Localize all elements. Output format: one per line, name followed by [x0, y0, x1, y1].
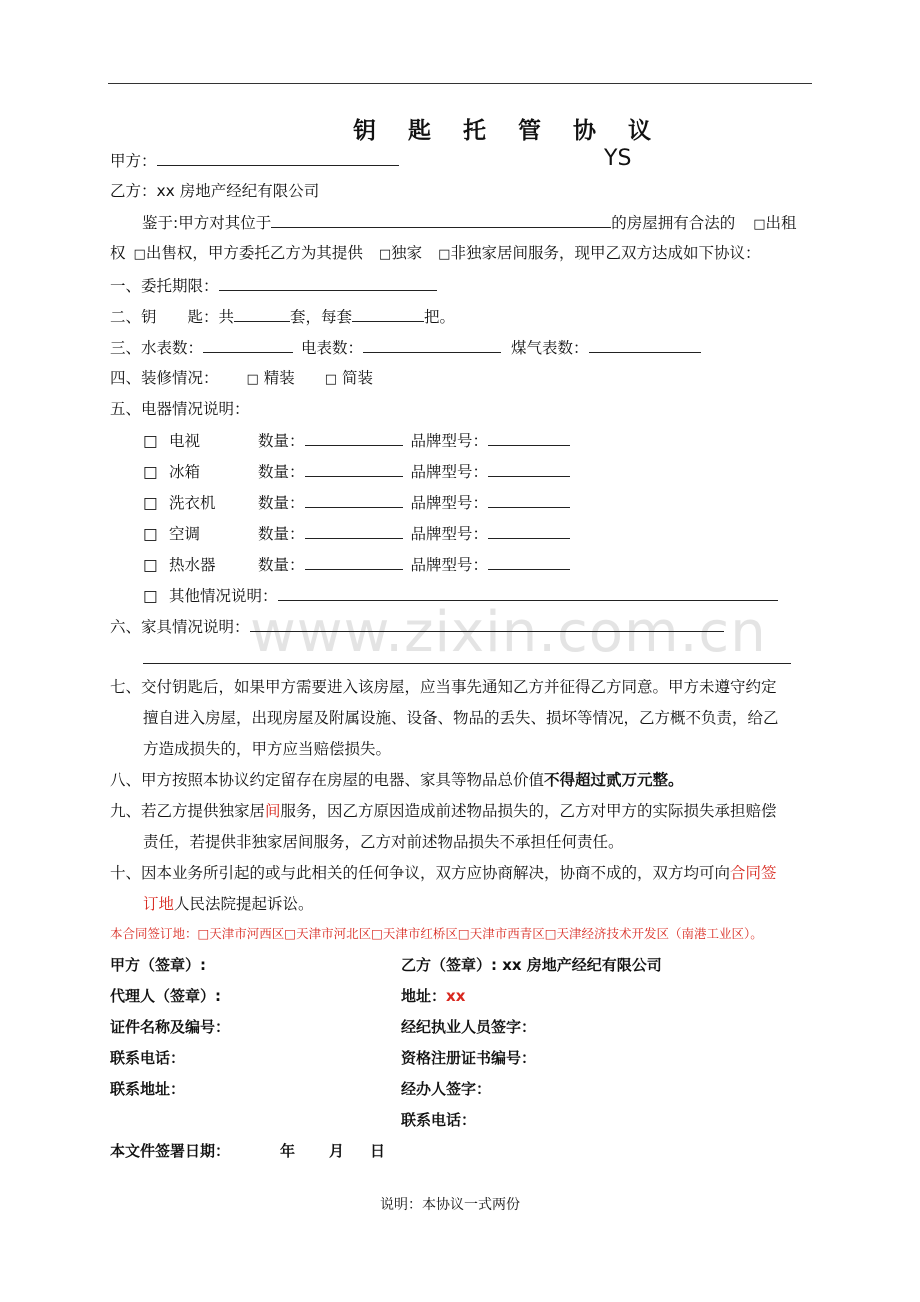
- brand-label: 品牌型号：: [410, 556, 489, 574]
- option-exclusive-label: 独家: [391, 244, 423, 262]
- clause-10-line-1: [110, 863, 777, 883]
- stamp-text: YS: [604, 146, 632, 171]
- certificate-number: 资格注册证书编号：: [401, 1049, 537, 1067]
- furniture-blank-1[interactable]: [250, 616, 724, 632]
- brand-label: 品牌型号：: [410, 494, 489, 512]
- checkbox-nonexclusive[interactable]: □: [438, 247, 451, 262]
- key-sets-blank[interactable]: [234, 306, 290, 322]
- header-rule: [108, 83, 812, 84]
- clause-7-line-2: 擅自进入房屋，出现房屋及附属设施、设备、物品的丢失、损坏等情况，乙方概不负责，给乙: [143, 709, 779, 727]
- party-a-label: 甲方：: [110, 152, 157, 170]
- item-term: [110, 275, 437, 296]
- checkbox-exclusive[interactable]: □: [378, 247, 392, 262]
- item-appliances: 五、电器情况说明：: [110, 400, 250, 418]
- date-day: 日: [370, 1142, 386, 1160]
- fine-decoration-label: 精装: [263, 369, 295, 387]
- checkbox-appliance[interactable]: □: [143, 556, 158, 574]
- item-decoration: [110, 368, 373, 390]
- clause-9-line-2: 责任，若提供非独家居间服务，乙方对前述物品损失不承担任何责任。: [143, 833, 624, 851]
- appliance-row: [143, 461, 570, 482]
- clause-10-red-b: 订地: [143, 895, 175, 913]
- party-b-address-value: xx: [446, 987, 466, 1005]
- appliance-row: [143, 554, 570, 575]
- item-term-label: 一、委托期限：: [110, 277, 219, 295]
- checkbox-appliance[interactable]: □: [143, 525, 158, 543]
- date-year: 年: [280, 1142, 296, 1160]
- clause-9-text-a: 九、若乙方提供独家居: [110, 802, 266, 820]
- date-label: 本文件签署日期：: [110, 1142, 231, 1160]
- item-keys-mid: 套，每套: [290, 308, 353, 326]
- party-a-phone: 联系电话：: [110, 1049, 186, 1067]
- electric-meter-label: 电表数：: [301, 339, 364, 357]
- decoration-label: 四、装修情况：: [110, 369, 219, 387]
- checkbox-sell[interactable]: □: [133, 247, 146, 262]
- brand-label: 品牌型号：: [410, 525, 489, 543]
- qty-blank[interactable]: [305, 430, 403, 446]
- clause-10-text-a: 十、因本业务所引起的或与此相关的任何争议，双方应协商解决，协商不成的，双方均可向: [110, 864, 731, 882]
- party-b-address: [401, 986, 465, 1006]
- furniture-label: 六、家具情况说明：: [110, 618, 250, 636]
- simple-decoration-label: 简装: [342, 369, 374, 387]
- qty-blank[interactable]: [305, 554, 403, 570]
- clause-8-text: 八、甲方按照本协议约定留存在房屋的电器、家具等物品总价值: [110, 771, 545, 789]
- brand-label: 品牌型号：: [410, 432, 489, 450]
- clause-8-emphasis: 不得超过贰万元整。: [544, 771, 684, 789]
- gas-meter-label: 煤气表数：: [511, 339, 589, 357]
- clause-8: [110, 770, 684, 790]
- keys-per-set-blank[interactable]: [352, 306, 424, 322]
- property-address-blank[interactable]: [271, 212, 611, 228]
- intro-line-2: [110, 243, 760, 265]
- party-b-sign: 乙方（签章）: xx 房地产经纪有限公司: [401, 956, 662, 974]
- party-b-address-label: 地址：: [401, 987, 447, 1005]
- appliance-name: 空调: [169, 525, 201, 543]
- date-month: 月: [329, 1142, 345, 1160]
- handler-signature: 经办人签字：: [401, 1080, 492, 1098]
- intro-line-1: [142, 212, 797, 235]
- appliance-name: 电视: [169, 432, 201, 450]
- party-b-line: 乙方：xx 房地产经纪有限公司: [110, 182, 320, 200]
- appliance-row: [143, 523, 570, 544]
- appliance-name: 洗衣机: [169, 494, 216, 512]
- party-a-address: 联系地址：: [110, 1080, 186, 1098]
- clause-10-line-2: [143, 894, 314, 914]
- item-keys-label: 二、钥 匙：共: [110, 308, 235, 326]
- checkbox-rent[interactable]: □: [753, 217, 766, 232]
- other-appliance-blank[interactable]: [278, 585, 778, 601]
- term-blank[interactable]: [219, 275, 437, 291]
- appliance-row: [143, 492, 570, 513]
- footer-note: 说明：本协议一式两份: [380, 1197, 520, 1213]
- option-nonexclusive-label: 非独家居间服务，现甲乙双方达成如下协议：: [450, 244, 761, 262]
- water-meter-label: 三、水表数：: [110, 339, 204, 357]
- intro-suffix: 的房屋拥有合法的: [611, 214, 736, 232]
- party-a-sign: 甲方（签章）:: [110, 956, 206, 974]
- intro-line2-start: 权: [110, 244, 126, 262]
- water-meter-blank[interactable]: [203, 337, 293, 353]
- sign-date: [110, 1141, 385, 1161]
- brand-blank[interactable]: [488, 554, 570, 570]
- party-a-id: 证件名称及编号：: [110, 1018, 231, 1036]
- qty-label: 数量：: [258, 463, 305, 481]
- party-a-line: [110, 150, 399, 171]
- checkbox-other[interactable]: □: [143, 587, 158, 605]
- document-title: 钥 匙 托 管 协 议: [353, 118, 664, 144]
- intro-prefix: 鉴于:甲方对其位于: [142, 214, 272, 232]
- clause-7-line-1: 七、交付钥匙后，如果甲方需要进入该房屋，应当事先通知乙方并征得乙方同意。甲方未遵守约定: [110, 678, 777, 696]
- clause-9-red: 间: [265, 802, 281, 820]
- qty-label: 数量：: [258, 494, 305, 512]
- item-keys: [110, 306, 455, 327]
- item-meters: [110, 337, 701, 358]
- appliance-name: 冰箱: [169, 463, 201, 481]
- appliance-name: 热水器: [169, 556, 216, 574]
- clause-10-red-a: 合同签: [730, 864, 777, 882]
- qty-label: 数量：: [258, 556, 305, 574]
- qty-blank[interactable]: [305, 492, 403, 508]
- brand-blank[interactable]: [488, 430, 570, 446]
- qty-label: 数量：: [258, 432, 305, 450]
- clause-7-line-3: 方造成损失的，甲方应当赔偿损失。: [143, 740, 392, 758]
- option-sell-label: 出售权，甲方委托乙方为其提供: [145, 244, 363, 262]
- checkbox-fine-decoration[interactable]: □: [246, 372, 259, 387]
- item-keys-end: 把。: [424, 308, 456, 326]
- clause-9-line-1: [110, 801, 777, 821]
- watermark: www.zixin.com.cn: [250, 600, 767, 665]
- appliance-row: [143, 430, 570, 451]
- brand-label: 品牌型号：: [410, 463, 489, 481]
- qty-blank[interactable]: [305, 523, 403, 539]
- furniture-blank-2[interactable]: [143, 663, 791, 664]
- venue-line: 本合同签订地：□天津市河西区□天津市河北区□天津市红桥区□天津市西青区□天津经济技术开发区（南港工业区）。: [110, 926, 763, 941]
- brand-blank[interactable]: [488, 523, 570, 539]
- qty-blank[interactable]: [305, 461, 403, 477]
- checkbox-appliance[interactable]: □: [143, 432, 158, 450]
- party-a-blank[interactable]: [157, 150, 399, 166]
- qty-label: 数量：: [258, 525, 305, 543]
- brand-blank[interactable]: [488, 461, 570, 477]
- electric-meter-blank[interactable]: [363, 337, 501, 353]
- item-furniture: [110, 616, 724, 637]
- checkbox-appliance[interactable]: □: [143, 494, 158, 512]
- appliance-other-row: [143, 585, 778, 606]
- clause-10-text-b: 人民法院提起诉讼。: [174, 895, 314, 913]
- brand-blank[interactable]: [488, 492, 570, 508]
- checkbox-appliance[interactable]: □: [143, 463, 158, 481]
- gas-meter-blank[interactable]: [589, 337, 701, 353]
- option-rent-label: 出租: [765, 214, 797, 232]
- party-a-agent: 代理人（签章）:: [110, 987, 221, 1005]
- other-appliance-label: 其他情况说明：: [169, 587, 278, 605]
- clause-9-text-b: 服务，因乙方原因造成前述物品损失的，乙方对甲方的实际损失承担赔偿: [280, 802, 777, 820]
- checkbox-simple-decoration[interactable]: □: [324, 372, 338, 387]
- party-b-phone: 联系电话：: [401, 1111, 477, 1129]
- broker-signature: 经纪执业人员签字：: [401, 1018, 537, 1036]
